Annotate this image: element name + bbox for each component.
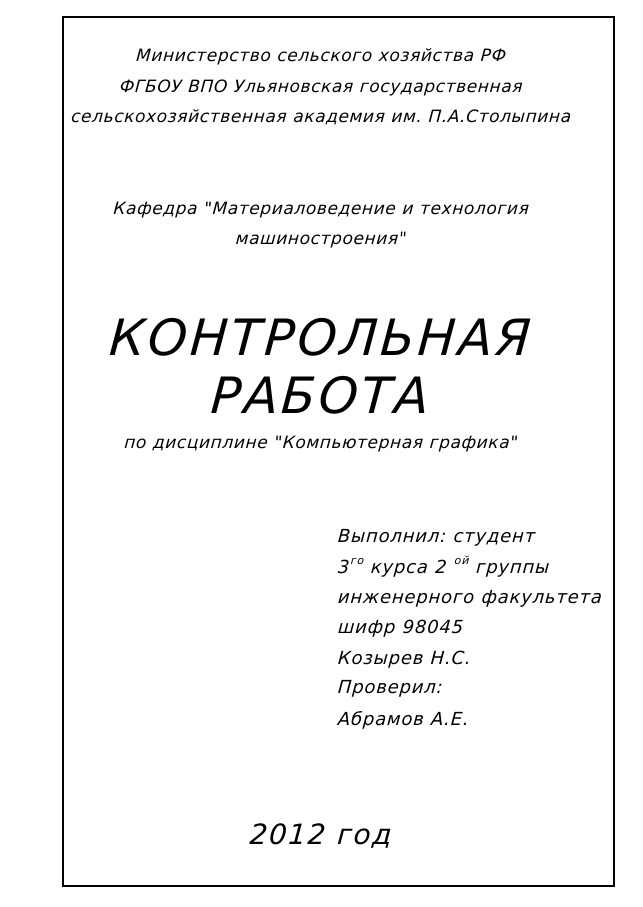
ministry-line: Министерство сельского хозяйства РФ (135, 46, 508, 66)
title-line-2: РАБОТА (209, 367, 434, 425)
performed-by: Выполнил: студент (337, 526, 537, 547)
cipher: шифр 98045 (337, 617, 465, 638)
institution-line-2: сельскохозяйственная академия им. П.А.Столыпина (70, 107, 573, 127)
title-line-1: КОНТРОЛЬНАЯ (107, 309, 536, 367)
course-number: 3 (337, 557, 351, 578)
faculty: инженерного факультета (337, 587, 604, 608)
group-superscript: ой (454, 554, 471, 567)
group-word: группы (475, 557, 551, 578)
year: 2012 год (248, 818, 395, 851)
subtitle: по дисциплине "Компьютерная графика" (123, 433, 520, 453)
institution-line-1: ФГБОУ ВПО Ульяновская государственная (119, 77, 524, 97)
course-group-line (337, 556, 551, 578)
department-line-2: машиностроения" (235, 229, 408, 249)
student-name: Козырев Н.С. (337, 648, 473, 669)
checked-by: Проверил: (337, 677, 445, 698)
department-line-1: Кафедра "Материаловедение и технология (112, 199, 531, 219)
course-word: курса 2 (370, 557, 449, 578)
course-superscript: го (350, 554, 366, 567)
checker-name: Абрамов А.Е. (337, 709, 471, 730)
